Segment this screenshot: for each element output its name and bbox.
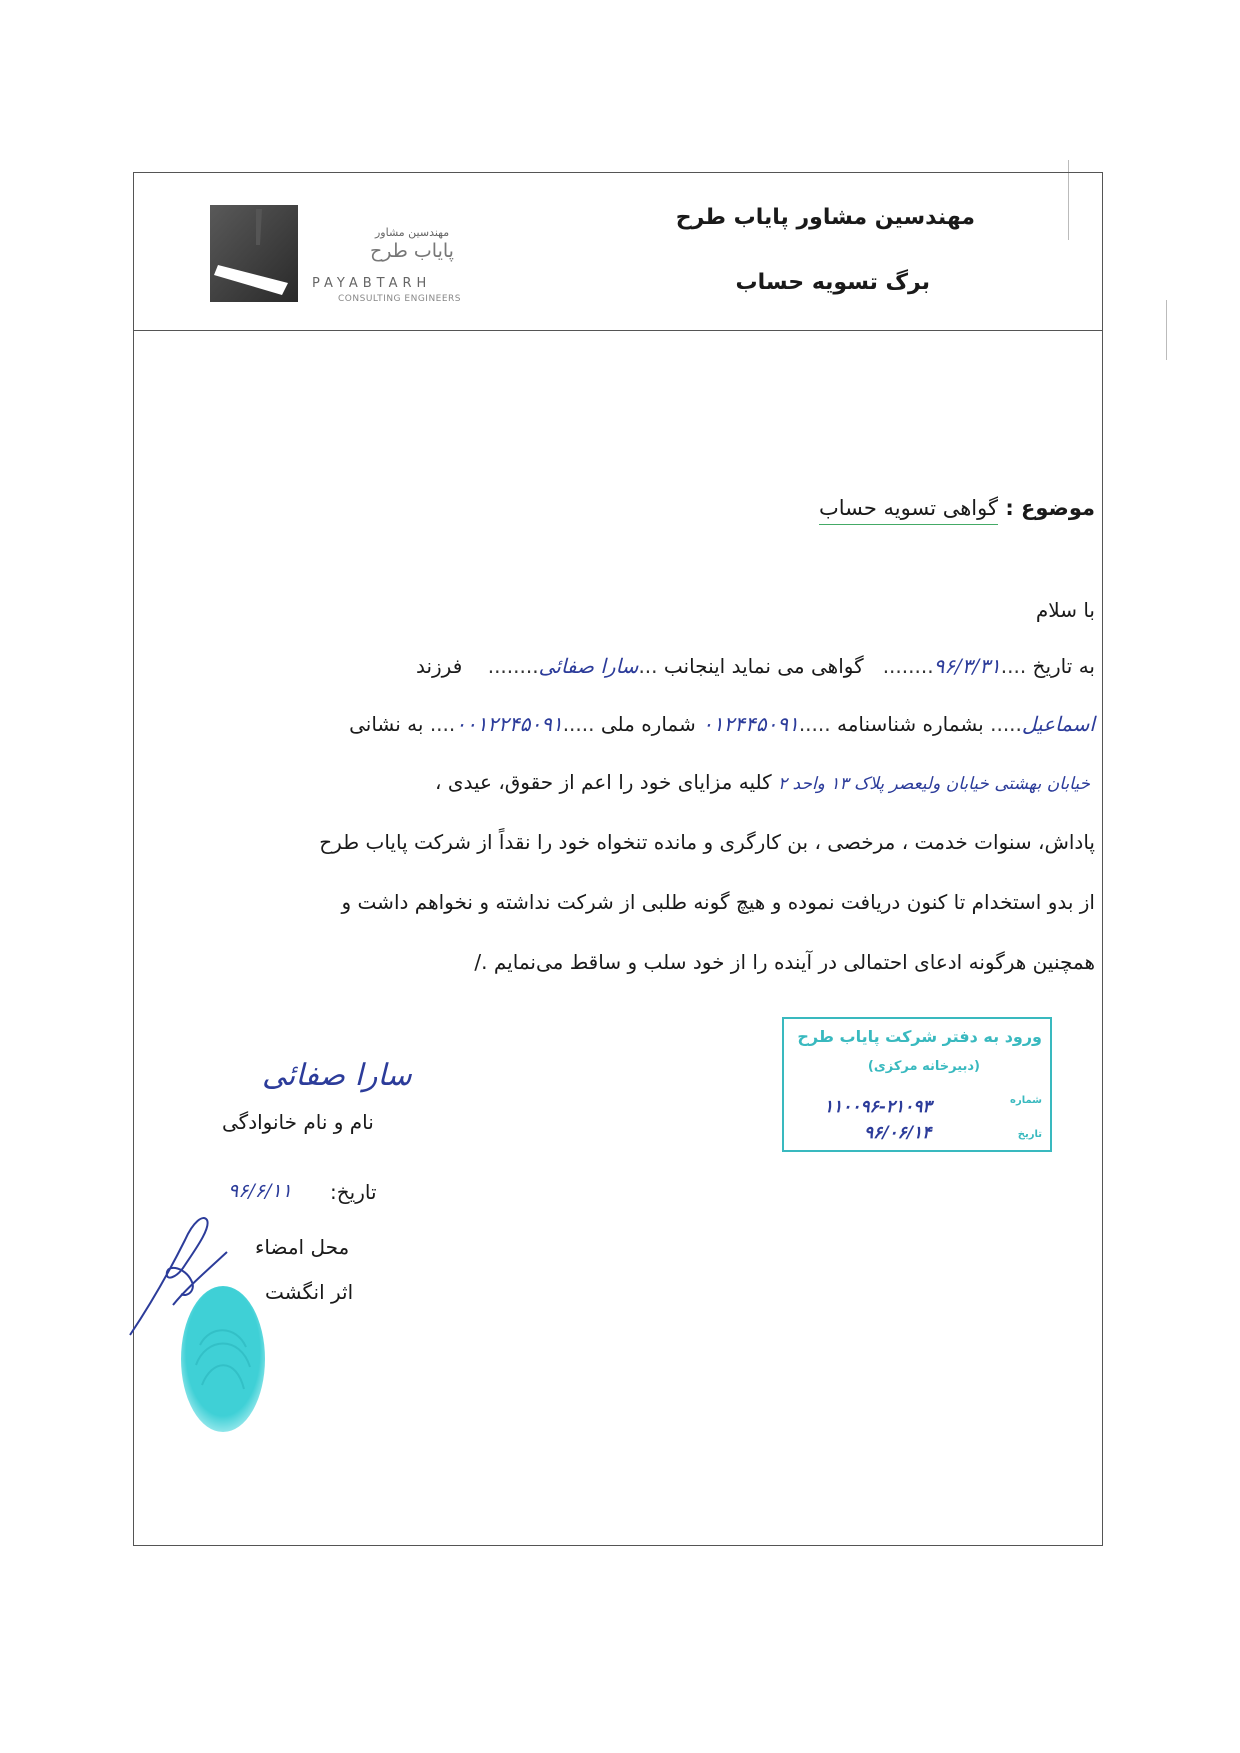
child-of-label: فرزند [415, 654, 463, 678]
body-line-6: همچنین هرگونه ادعای احتمالی در آینده را از خود سلب و ساقط می‌نمایم ./ [474, 950, 1095, 974]
handwritten-name: سارا صفائی [262, 1058, 412, 1093]
date-field-label: تاریخ: [330, 1180, 377, 1204]
filled-date: ۹۶/۳/۳۱ [933, 654, 1001, 678]
greeting: با سلام [1035, 598, 1095, 622]
id-number-label: بشماره شناسنامه [836, 712, 984, 736]
stamp-date-value: ۹۶/۰۶/۱۴ [864, 1123, 932, 1143]
logo-text-fa: پایاب طرح [370, 240, 454, 262]
fingerprint-label: اثر انگشت [265, 1280, 354, 1304]
filled-name: سارا صفائی [538, 654, 639, 678]
company-logo-icon [210, 205, 298, 302]
filled-id-number: ۰۱۲۴۴۵۰۹۱ [702, 712, 799, 736]
benefits-text: کلیه مزایای خود را اعم از حقوق، عیدی ، [435, 770, 772, 794]
stamp-date-label: تاریخ [1017, 1129, 1042, 1140]
form-title: برگ تسویه حساب [735, 270, 930, 295]
subject-label: موضوع : [1005, 496, 1095, 520]
company-name: مهندسین مشاور پایاب طرح [675, 205, 975, 230]
body-line-2: اسماعیل..... بشماره شناسنامه .....۰۱۲۴۴۵۰۹۱ شماره ملی .....۰۰۱۲۲۴۵۰۹۱.... به نشانی [349, 712, 1095, 736]
signature-place-label: محل امضاء [255, 1235, 350, 1259]
filled-address: خیابان بهشتی خیابان ولیعصر پلاک ۱۳ واحد ۲ [777, 774, 1090, 794]
filled-father-name: اسماعیل [1021, 712, 1095, 736]
body-line-5: از بدو استخدام تا کنون دریافت نموده و هیچ گونه طلبی از شرکت نداشته و نخواهم داشت و [341, 890, 1095, 914]
header-divider [133, 330, 1103, 331]
address-label: به نشانی [349, 712, 424, 736]
registration-stamp [782, 1017, 1052, 1152]
logo-text-en: PAYABTARH [312, 276, 432, 291]
stamp-subtitle: (دبیرخانه مرکزی) [867, 1059, 980, 1074]
national-id-label: شماره ملی [600, 712, 696, 736]
stamp-number-value: ۱۱۰۰۹۶-۲۱۰۹۳ [824, 1097, 932, 1117]
fingerprint-icon [180, 1285, 266, 1433]
scan-artifact [1166, 300, 1167, 360]
certify-text: گواهی می نماید اینجانب [663, 654, 864, 678]
signature-date: ۹۶/۶/۱۱ [228, 1180, 292, 1202]
filled-national-id: ۰۰۱۲۲۴۵۰۹۱ [455, 712, 563, 736]
date-label: به تاریخ [1032, 654, 1095, 678]
stamp-number-label: شماره [1010, 1095, 1042, 1106]
subject-value: گواهی تسویه حساب [819, 496, 998, 525]
logo-text-fa-small: مهندسین مشاور [375, 226, 450, 239]
stamp-title: ورود به دفتر شرکت پایاب طرح [797, 1027, 1042, 1046]
logo-subtitle: CONSULTING ENGINEERS [338, 294, 462, 304]
form-frame [133, 172, 1103, 1546]
body-line-1: به تاریخ ....۹۶/۳/۳۱........ گواهی می نماید اینجانب ...سارا صفائی........ فرزند [415, 654, 1095, 678]
subject-line [819, 496, 1095, 520]
body-line-3 [435, 770, 1090, 794]
full-name-label: نام و نام خانوادگی [222, 1110, 374, 1134]
body-line-4: پاداش، سنوات خدمت ، مرخصی ، بن کارگری و مانده تنخواه خود را نقداً از شرکت پایاب طرح [319, 830, 1095, 854]
